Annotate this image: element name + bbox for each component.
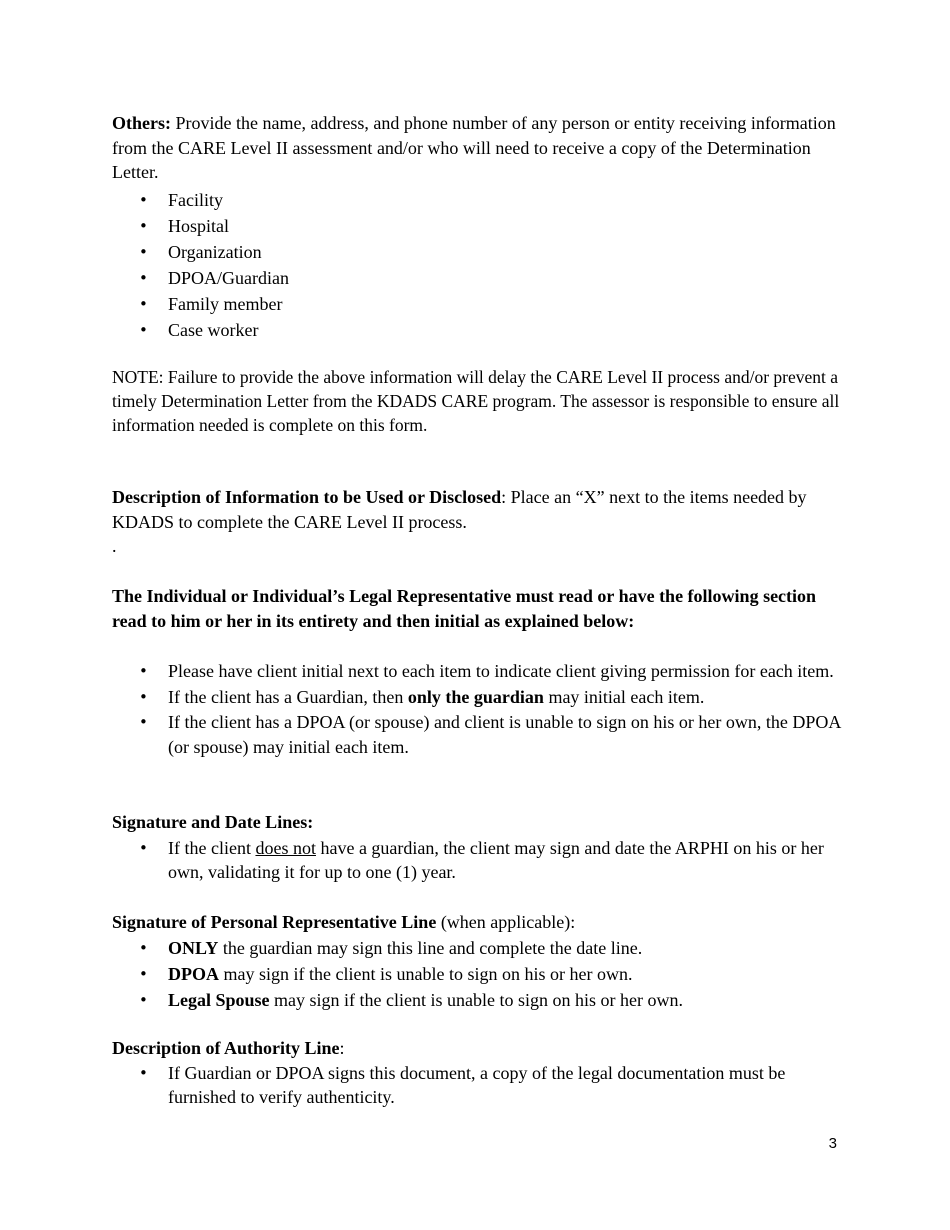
authority-heading-rest: : <box>339 1038 345 1058</box>
authority-heading-bold: Description of Authority Line <box>112 1038 340 1058</box>
list-item: • Hospital <box>112 213 842 239</box>
note-paragraph: NOTE: Failure to provide the above information will delay the CARE Level II process and/or prevent a timely Determination Letter from the KDADS CARE program. The assessor is responsible to ensure all information needed is complete on this form. <box>112 367 840 435</box>
rule-text: If the client has a Guardian, then <box>168 686 408 707</box>
rule-text: may initial each item. <box>543 686 705 707</box>
list-item <box>112 961 842 987</box>
others-list <box>112 187 842 343</box>
legal-rep-heading <box>112 584 842 633</box>
description-section <box>112 485 842 559</box>
list-item: • Family member <box>112 291 842 317</box>
description-dot: . <box>112 536 117 556</box>
signature-date-section <box>112 810 842 885</box>
page-number: 3 <box>828 1135 837 1152</box>
authority-section <box>112 1036 842 1110</box>
underlined-text: does not <box>255 837 316 858</box>
list-item <box>112 685 842 710</box>
personal-rep-heading-rest: (when applicable): <box>436 912 576 932</box>
item-bold-text: ONLY <box>168 937 219 958</box>
list-item <box>112 987 842 1013</box>
signature-date-heading <box>112 810 842 835</box>
list-item: • If the client has a DPOA (or spouse) and client is unable to sign on his or her own, the DPOA (or spouse) may initial each item. <box>112 710 842 759</box>
item-bold-text: Legal Spouse <box>168 989 270 1010</box>
signature-date-heading-text: Signature and Date Lines: <box>112 812 314 832</box>
list-item: • Case worker <box>112 317 842 343</box>
rule-bold-text: only the guardian <box>407 686 544 707</box>
description-paragraph <box>112 485 842 534</box>
personal-rep-section <box>112 910 842 1013</box>
authority-list <box>112 1061 842 1110</box>
description-label: Description of Information to be Used or Disclosed <box>112 487 502 507</box>
list-item: • DPOA/Guardian <box>112 265 842 291</box>
others-label: Others: <box>112 113 171 133</box>
personal-rep-heading-bold: Signature of Personal Representative Line <box>112 912 437 932</box>
item-text: have a guardian, the client may sign and date the ARPHI on his or her own, validating it for up to one (1) year. <box>168 837 824 882</box>
list-item: • Please have client initial next to each item to indicate client giving permission for each item. <box>112 659 842 684</box>
item-bold-text: DPOA <box>168 963 219 984</box>
authority-heading <box>112 1036 842 1061</box>
item-text: may sign if the client is unable to sign on his or her own. <box>269 989 683 1010</box>
item-text: may sign if the client is unable to sign on his or her own. <box>219 963 633 984</box>
description-text: : Place an “X” next to the items needed by KDADS to complete the CARE Level II process. <box>112 487 807 532</box>
list-item: • If Guardian or DPOA signs this document, a copy of the legal documentation must be furnished to verify authenticity. <box>112 1061 842 1110</box>
signature-date-list <box>112 836 842 885</box>
legal-rep-heading-text: The Individual or Individual’s Legal Representative must read or have the following section read to him or her in its entirety and then initial as explained below: <box>112 586 817 631</box>
others-section <box>112 111 842 343</box>
others-paragraph <box>112 111 842 185</box>
list-item <box>112 935 842 961</box>
list-item <box>112 836 842 885</box>
others-text: Provide the name, address, and phone number of any person or entity receiving information from the CARE Level II assessment and/or who will need to receive a copy of the Determination Letter. <box>112 113 836 182</box>
item-text: the guardian may sign this line and complete the date line. <box>218 937 643 958</box>
personal-rep-heading <box>112 910 842 935</box>
list-item: • Facility <box>112 187 842 213</box>
list-item: • Organization <box>112 239 842 265</box>
initial-rules-list <box>112 659 842 759</box>
item-text: If the client <box>168 837 256 858</box>
initial-rules-section <box>112 659 842 759</box>
personal-rep-list <box>112 935 842 1013</box>
